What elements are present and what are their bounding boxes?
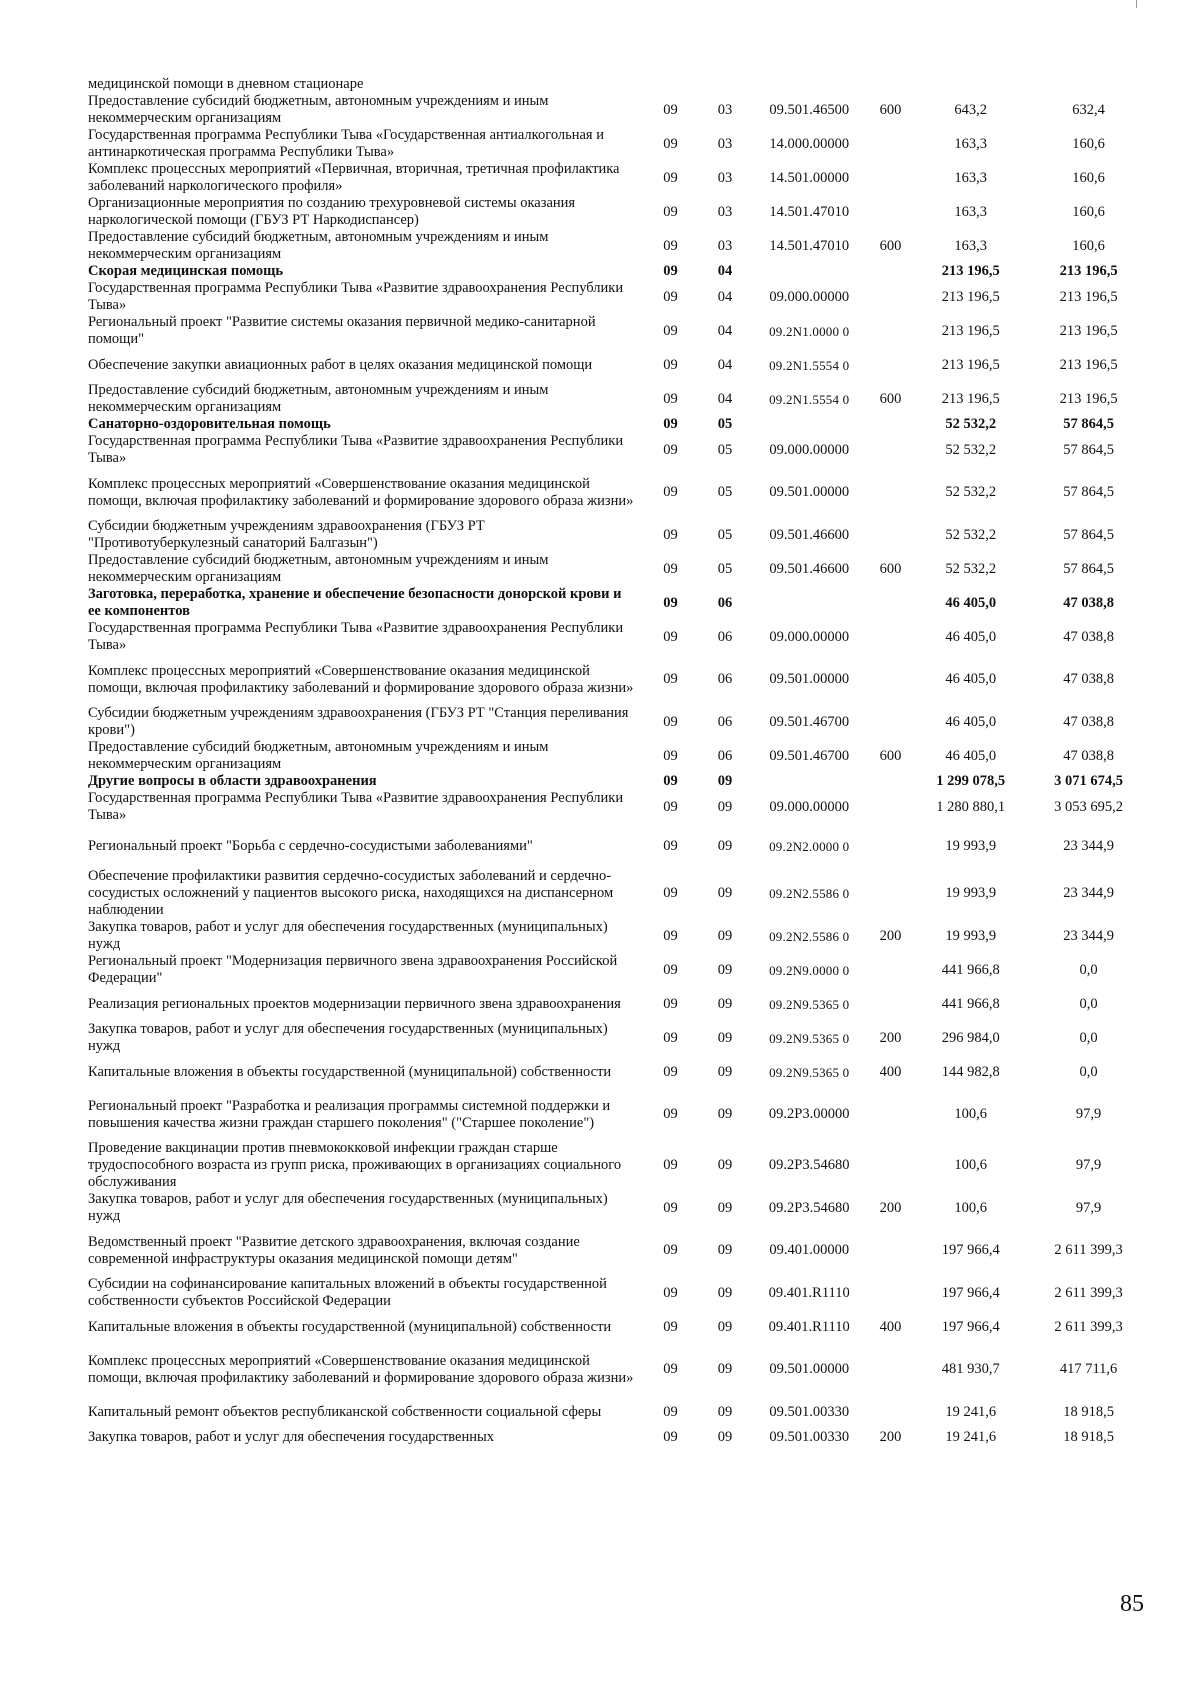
row-expense-type: 600 (879, 101, 902, 118)
row-subsection: 04 (717, 288, 733, 305)
row-amount-year1: 144 982,8 (941, 1063, 1000, 1080)
row-section: 09 (663, 416, 678, 432)
row-amount-year1: 441 966,8 (941, 995, 1000, 1012)
row-amount-year2: 57 864,5 (1063, 560, 1114, 577)
table-row (88, 790, 1148, 824)
row-expense-type: 400 (879, 1318, 902, 1335)
row-name: Предоставление субсидий бюджетным, автономным учреждениям и иным некоммерческим организациям (88, 93, 549, 126)
row-target-article: 09.501.46600 (769, 560, 850, 577)
row-target-article: 09.000.00000 (769, 628, 850, 645)
row-amount-year2: 47 038,8 (1063, 713, 1114, 730)
row-expense-type: 200 (879, 1029, 902, 1046)
row-section: 09 (663, 1403, 678, 1420)
row-name: Капитальные вложения в объекты государственной (муниципальной) собственности (88, 1063, 612, 1080)
table-row (88, 229, 1148, 263)
table-row (88, 1310, 1148, 1344)
table-row (88, 953, 1148, 987)
row-name: Региональный проект "Разработка и реализация программы системной поддержки и повышения качества жизни граждан старшего поколения" ("Старшее поколение") (88, 1097, 611, 1131)
table-row (88, 1344, 1148, 1395)
row-expense-type: 200 (879, 927, 902, 944)
row-amount-year2: 57 864,5 (1063, 441, 1114, 458)
row-amount-year1: 100,6 (954, 1106, 987, 1122)
row-section: 09 (663, 101, 678, 118)
row-subsection: 09 (717, 837, 733, 854)
row-name: Санаторно-оздоровительная помощь (88, 416, 331, 432)
table-row (88, 280, 1148, 314)
row-subsection: 09 (717, 1242, 733, 1258)
row-amount-year2: 160,6 (1072, 237, 1105, 254)
row-name: Субсидии бюджетным учреждениям здравоохранения (ГБУЗ РТ "Станция переливания крови") (88, 705, 629, 738)
row-section: 09 (663, 671, 678, 687)
table-row (88, 1276, 1148, 1310)
row-target-article: 09.2N9.5365 0 (769, 1030, 850, 1046)
row-target-article: 09.2N1.5554 0 (769, 391, 850, 407)
row-target-article: 14.501.47010 (769, 203, 850, 220)
row-amount-year1: 213 196,5 (941, 322, 1000, 339)
row-expense-type: 600 (879, 390, 902, 407)
row-subsection: 06 (717, 747, 733, 764)
row-name: Региональный проект "Модернизация первичного звена здравоохранения Российской Федерации" (88, 953, 618, 986)
row-expense-type: 600 (879, 747, 902, 764)
row-amount-year1: 52 532,2 (945, 484, 997, 500)
row-subsection: 03 (717, 169, 733, 186)
row-subsection: 09 (717, 773, 733, 789)
row-target-article: 09.2N9.0000 0 (769, 962, 850, 978)
row-amount-year1: 19 241,6 (945, 1403, 997, 1420)
table-row (88, 739, 1148, 773)
row-target-article: 09.501.00000 (769, 484, 850, 500)
row-name: Предоставление субсидий бюджетным, автономным учреждениям и иным некоммерческим организациям (88, 739, 549, 772)
row-amount-year2: 57 864,5 (1063, 484, 1114, 500)
row-target-article: 09.2N1.0000 0 (769, 323, 850, 339)
row-subsection: 09 (717, 1199, 733, 1216)
row-subsection: 09 (717, 995, 733, 1012)
row-section: 09 (663, 713, 678, 730)
row-name: Ведомственный проект "Развитие детского здравоохранения, включая создание современной инфраструктуры оказания медицинской помощи детям" (88, 1233, 580, 1267)
table-row (88, 161, 1148, 195)
row-amount-year2: 2 611 399,3 (1054, 1242, 1123, 1258)
scan-mark (1136, 0, 1137, 8)
table-section-row (88, 416, 1148, 433)
row-name: Предоставление субсидий бюджетным, автономным учреждениям и иным некоммерческим организациям (88, 552, 549, 585)
row-amount-year2: 2 611 399,3 (1054, 1318, 1123, 1335)
row-subsection: 05 (717, 416, 733, 432)
row-section: 09 (663, 961, 678, 978)
row-section: 09 (663, 237, 678, 254)
row-name: Обеспечение закупки авиационных работ в целях оказания медицинской помощи (88, 356, 593, 373)
row-target-article: 09.2N1.5554 0 (769, 357, 850, 373)
row-subsection: 09 (717, 798, 733, 815)
row-target-article: 09.501.46500 (769, 101, 850, 118)
row-section: 09 (663, 441, 678, 458)
row-target-article: 09.501.46700 (769, 713, 850, 730)
row-target-article: 09.2N9.5365 0 (769, 996, 850, 1012)
table-row (88, 518, 1148, 552)
row-name: медицинской помощи в дневном стационаре (88, 76, 364, 92)
table-row (88, 195, 1148, 229)
row-target-article: 09.2N2.0000 0 (769, 838, 850, 854)
row-amount-year1: 100,6 (954, 1199, 987, 1216)
row-subsection: 03 (717, 135, 733, 152)
table-row (88, 824, 1148, 868)
row-subsection: 03 (717, 203, 733, 220)
row-amount-year1: 46 405,0 (945, 713, 997, 730)
row-name: Реализация региональных проектов модернизации первичного звена здравоохранения (88, 995, 621, 1012)
row-amount-year1: 197 966,4 (941, 1284, 1000, 1301)
row-amount-year2: 213 196,5 (1059, 288, 1118, 305)
row-amount-year2: 18 918,5 (1063, 1429, 1114, 1445)
table-row (88, 919, 1148, 953)
row-amount-year1: 643,2 (954, 101, 987, 118)
row-amount-year1: 163,3 (954, 135, 987, 152)
row-name: Заготовка, переработка, хранение и обеспечение безопасности донорской крови и ее компонентов (88, 586, 622, 619)
row-expense-type: 600 (879, 237, 902, 254)
table-row (88, 620, 1148, 654)
row-subsection: 05 (717, 484, 733, 500)
row-subsection: 03 (717, 237, 733, 254)
table-row (88, 382, 1148, 416)
row-amount-year1: 52 532,2 (945, 416, 997, 432)
budget-table (88, 76, 1148, 1446)
row-target-article: 09.501.00330 (769, 1429, 850, 1445)
table-section-row (88, 773, 1148, 790)
row-amount-year2: 47 038,8 (1063, 671, 1114, 687)
row-amount-year2: 57 864,5 (1063, 526, 1114, 543)
row-amount-year2: 47 038,8 (1063, 628, 1114, 645)
row-section: 09 (663, 594, 678, 611)
row-target-article: 09.2N2.5586 0 (769, 928, 850, 944)
table-row (88, 93, 1148, 127)
row-target-article: 09.2P3.00000 (768, 1106, 850, 1122)
row-amount-year1: 163,3 (954, 203, 987, 220)
row-subsection: 05 (717, 441, 733, 458)
row-amount-year1: 19 993,9 (945, 885, 997, 901)
row-section: 09 (663, 1199, 678, 1216)
row-subsection: 09 (717, 1029, 733, 1046)
row-section: 09 (663, 1318, 678, 1335)
row-amount-year1: 19 993,9 (945, 837, 997, 854)
row-amount-year2: 23 344,9 (1063, 885, 1114, 901)
row-target-article: 14.501.00000 (769, 169, 850, 186)
row-target-article: 09.501.00000 (769, 1361, 850, 1377)
row-section: 09 (663, 203, 678, 220)
table-row (88, 1021, 1148, 1055)
row-name: Проведение вакцинации против пневмококковой инфекции граждан старше трудоспособного возраста из групп риска, проживающих в организациях социального обслуживания (88, 1140, 622, 1190)
row-amount-year2: 160,6 (1072, 169, 1105, 186)
row-name: Государственная программа Республики Тыва «Развитие здравоохранения Республики Тыва» (88, 280, 624, 313)
row-name: Предоставление субсидий бюджетным, автономным учреждениям и иным некоммерческим организациям (88, 382, 549, 415)
row-amount-year1: 19 993,9 (945, 927, 997, 944)
row-name: Комплекс процессных мероприятий «Совершенствование оказания медицинской помощи, включая профилактику заболеваний и формирование здорового образа жизни» (88, 662, 634, 696)
row-section: 09 (663, 560, 678, 577)
row-section: 09 (663, 356, 678, 373)
row-target-article: 09.501.46700 (769, 747, 850, 764)
row-amount-year1: 52 532,2 (945, 441, 997, 458)
row-subsection: 04 (717, 390, 733, 407)
row-name: Закупка товаров, работ и услуг для обеспечения государственных (муниципальных) нужд (88, 1191, 608, 1224)
row-target-article: 09.2N9.5365 0 (769, 1064, 850, 1080)
row-name: Другие вопросы в области здравоохранения (88, 773, 377, 789)
table-row (88, 1395, 1148, 1429)
row-amount-year1: 213 196,5 (941, 263, 1000, 279)
row-target-article: 09.501.00330 (769, 1403, 850, 1420)
row-amount-year2: 632,4 (1072, 101, 1105, 118)
row-amount-year2: 23 344,9 (1063, 837, 1114, 854)
table-row (88, 987, 1148, 1021)
row-amount-year2: 0,0 (1079, 1063, 1098, 1080)
row-target-article: 09.401.R1110 (768, 1284, 850, 1301)
row-subsection: 06 (717, 628, 733, 645)
row-subsection: 09 (717, 1157, 733, 1173)
row-amount-year2: 97,9 (1075, 1199, 1102, 1216)
row-amount-year2: 0,0 (1079, 961, 1098, 978)
table-row (88, 1225, 1148, 1276)
row-amount-year2: 213 196,5 (1059, 356, 1118, 373)
row-amount-year2: 57 864,5 (1063, 416, 1114, 432)
page-number: 85 (1120, 1591, 1144, 1617)
row-subsection: 06 (717, 713, 733, 730)
row-amount-year2: 417 711,6 (1059, 1361, 1118, 1377)
table-row (88, 868, 1148, 919)
row-amount-year1: 481 930,7 (941, 1361, 1000, 1377)
table-row (88, 552, 1148, 586)
row-amount-year1: 197 966,4 (941, 1318, 1000, 1335)
row-amount-year1: 46 405,0 (945, 747, 997, 764)
row-subsection: 09 (717, 1361, 733, 1377)
row-name: Комплекс процессных мероприятий «Совершенствование оказания медицинской помощи, включая профилактику заболеваний и формирование здорового образа жизни» (88, 1352, 634, 1386)
row-subsection: 03 (717, 101, 733, 118)
row-section: 09 (663, 995, 678, 1012)
row-name: Обеспечение профилактики развития сердечно-сосудистых заболеваний и сердечно-сосудистых осложнений у пациентов высокого риска, находящихся на диспансерном наблюдении (88, 868, 614, 918)
row-amount-year2: 213 196,5 (1059, 390, 1118, 407)
row-name: Комплекс процессных мероприятий «Совершенствование оказания медицинской помощи, включая профилактику заболеваний и формирование здорового образа жизни» (88, 475, 634, 509)
row-amount-year2: 97,9 (1075, 1106, 1102, 1122)
row-section: 09 (663, 1429, 678, 1445)
row-name: Государственная программа Республики Тыва «Развитие здравоохранения Республики Тыва» (88, 620, 624, 653)
row-section: 09 (663, 885, 678, 901)
row-name: Региональный проект "Борьба с сердечно-сосудистыми заболеваниями" (88, 837, 533, 854)
row-name: Организационные мероприятия по созданию трехуровневой системы оказания наркологической помощи (ГБУЗ РТ Наркодиспансер) (88, 195, 576, 228)
table-section-row (88, 263, 1148, 280)
row-amount-year2: 2 611 399,3 (1054, 1284, 1123, 1301)
row-subsection: 09 (717, 1106, 733, 1122)
row-subsection: 09 (717, 1429, 733, 1445)
row-amount-year2: 160,6 (1072, 135, 1105, 152)
table-section-row (88, 586, 1148, 620)
row-subsection: 04 (717, 322, 733, 339)
row-section: 09 (663, 1361, 678, 1377)
row-section: 09 (663, 288, 678, 305)
table-row (88, 654, 1148, 705)
row-subsection: 06 (717, 671, 733, 687)
row-amount-year2: 23 344,9 (1063, 927, 1114, 944)
row-name: Государственная программа Республики Тыва «Развитие здравоохранения Республики Тыва» (88, 433, 624, 466)
row-name: Государственная программа Республики Тыва «Государственная антиалкогольная и антинаркотическая программа Республики Тыва» (88, 127, 604, 160)
table-row (88, 1089, 1148, 1140)
row-amount-year2: 97,9 (1075, 1157, 1102, 1173)
row-amount-year2: 47 038,8 (1063, 594, 1114, 611)
table-row (88, 127, 1148, 161)
row-section: 09 (663, 837, 678, 854)
row-section: 09 (663, 628, 678, 645)
table-row (88, 705, 1148, 739)
row-section: 09 (663, 390, 678, 407)
row-amount-year2: 47 038,8 (1063, 747, 1114, 764)
row-target-article: 09.501.46600 (769, 526, 850, 543)
table-row (88, 1055, 1148, 1089)
row-amount-year1: 441 966,8 (941, 961, 1000, 978)
row-subsection: 05 (717, 526, 733, 543)
row-section: 09 (663, 1242, 678, 1258)
row-name: Государственная программа Республики Тыва «Развитие здравоохранения Республики Тыва» (88, 790, 624, 823)
table-row (88, 1191, 1148, 1225)
row-amount-year1: 213 196,5 (941, 390, 1000, 407)
row-amount-year1: 46 405,0 (945, 671, 997, 687)
table-row (88, 1429, 1148, 1446)
row-expense-type: 200 (879, 1429, 902, 1445)
row-subsection: 06 (717, 594, 733, 611)
row-amount-year1: 46 405,0 (945, 628, 997, 645)
row-target-article: 09.401.00000 (769, 1242, 850, 1258)
row-amount-year1: 100,6 (954, 1157, 987, 1173)
row-name: Комплекс процессных мероприятий «Первичная, вторичная, третичная профилактика заболеваний наркологического профиля» (88, 161, 620, 194)
row-amount-year2: 3 053 695,2 (1054, 798, 1124, 815)
row-section: 09 (663, 1157, 678, 1173)
table-row (88, 1140, 1148, 1191)
row-section: 09 (663, 1106, 678, 1122)
table-row (88, 76, 1148, 93)
table-row (88, 467, 1148, 518)
row-amount-year1: 163,3 (954, 237, 987, 254)
row-section: 09 (663, 135, 678, 152)
row-name: Субсидии бюджетным учреждениям здравоохранения (ГБУЗ РТ "Противотуберкулезный санаторий Балгазын") (88, 518, 485, 551)
row-amount-year2: 3 071 674,5 (1054, 773, 1124, 789)
row-target-article: 09.000.00000 (769, 441, 850, 458)
row-amount-year1: 1 280 880,1 (936, 798, 1006, 815)
row-section: 09 (663, 484, 678, 500)
row-name: Капитальный ремонт объектов республиканской собственности социальной сферы (88, 1403, 602, 1420)
row-section: 09 (663, 1029, 678, 1046)
row-section: 09 (663, 747, 678, 764)
row-target-article: 09.2P3.54680 (768, 1157, 850, 1173)
row-amount-year1: 213 196,5 (941, 356, 1000, 373)
row-subsection: 09 (717, 885, 733, 901)
row-subsection: 09 (717, 1063, 733, 1080)
table-row (88, 314, 1148, 348)
row-section: 09 (663, 798, 678, 815)
row-amount-year1: 46 405,0 (945, 594, 997, 611)
row-amount-year1: 163,3 (954, 169, 987, 186)
row-target-article: 14.000.00000 (769, 135, 850, 152)
row-name: Капитальные вложения в объекты государственной (муниципальной) собственности (88, 1318, 612, 1335)
row-subsection: 04 (717, 356, 733, 373)
table-row (88, 348, 1148, 382)
row-target-article: 09.2N2.5586 0 (769, 886, 850, 901)
row-target-article: 09.501.00000 (769, 671, 850, 687)
row-section: 09 (663, 169, 678, 186)
row-amount-year2: 0,0 (1079, 1029, 1098, 1046)
row-amount-year2: 213 196,5 (1059, 263, 1118, 279)
row-expense-type: 400 (879, 1063, 902, 1080)
row-section: 09 (663, 1063, 678, 1080)
row-section: 09 (663, 927, 678, 944)
row-amount-year2: 160,6 (1072, 203, 1105, 220)
row-section: 09 (663, 773, 678, 789)
row-name: Субсидии на софинансирование капитальных вложений в объекты государственной собственности субъектов Российской Федерации (88, 1276, 607, 1309)
row-amount-year2: 0,0 (1079, 995, 1098, 1012)
row-amount-year1: 213 196,5 (941, 288, 1000, 305)
row-section: 09 (663, 263, 678, 279)
row-amount-year1: 52 532,2 (945, 560, 997, 577)
row-name: Закупка товаров, работ и услуг для обеспечения государственных (муниципальных) нужд (88, 919, 608, 952)
row-target-article: 09.2P3.54680 (768, 1199, 850, 1216)
row-amount-year1: 19 241,6 (945, 1429, 997, 1445)
row-amount-year1: 197 966,4 (941, 1242, 1000, 1258)
row-subsection: 09 (717, 1403, 733, 1420)
row-subsection: 09 (717, 1318, 733, 1335)
row-section: 09 (663, 322, 678, 339)
row-name: Закупка товаров, работ и услуг для обеспечения государственных (88, 1429, 495, 1445)
row-amount-year2: 18 918,5 (1063, 1403, 1114, 1420)
row-amount-year1: 296 984,0 (941, 1029, 1000, 1046)
row-name: Скорая медицинская помощь (88, 263, 284, 279)
row-subsection: 09 (717, 927, 733, 944)
row-section: 09 (663, 1284, 678, 1301)
row-target-article: 14.501.47010 (769, 237, 850, 254)
row-name: Закупка товаров, работ и услуг для обеспечения государственных (муниципальных) нужд (88, 1021, 608, 1054)
row-section: 09 (663, 526, 678, 543)
row-expense-type: 200 (879, 1199, 902, 1216)
row-amount-year2: 213 196,5 (1059, 322, 1118, 339)
row-target-article: 09.000.00000 (769, 798, 850, 815)
row-subsection: 04 (717, 263, 733, 279)
row-amount-year1: 1 299 078,5 (936, 773, 1006, 789)
row-subsection: 09 (717, 961, 733, 978)
row-name: Предоставление субсидий бюджетным, автономным учреждениям и иным некоммерческим организациям (88, 229, 549, 262)
row-subsection: 09 (717, 1284, 733, 1301)
row-amount-year1: 52 532,2 (945, 526, 997, 543)
row-target-article: 09.000.00000 (769, 288, 850, 305)
row-name: Региональный проект "Развитие системы оказания первичной медико-санитарной помощи" (88, 314, 596, 347)
row-expense-type: 600 (879, 560, 902, 577)
row-target-article: 09.401.R1110 (768, 1318, 850, 1335)
row-subsection: 05 (717, 560, 733, 577)
table-row (88, 433, 1148, 467)
